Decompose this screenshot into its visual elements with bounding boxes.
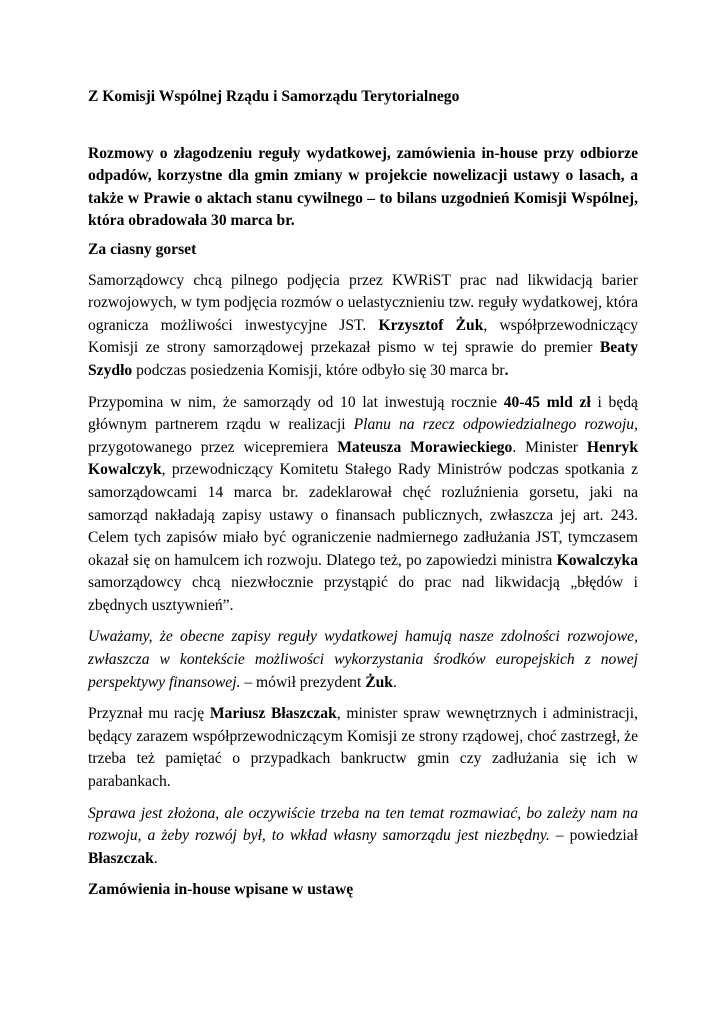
text-span: . Minister — [512, 438, 587, 456]
text-span: . — [153, 849, 158, 867]
paragraph-4 — [88, 703, 638, 793]
person-name-zuk: Żuk — [365, 673, 393, 691]
person-name-kowalczyk: Henryk Kowalczyk — [88, 438, 638, 479]
person-name-szydlo: Beaty Szydło — [88, 339, 638, 379]
section-heading-za-ciasny-gorset: Za ciasny gorset — [88, 240, 197, 258]
person-name-zuk: Krzysztof Żuk — [378, 316, 484, 334]
text-span: podczas posiedzenia Komisji, które odbyło się 30 marca br — [132, 361, 505, 379]
quote-text: Uważamy, że obecne zapisy reguły wydatkowej hamują nasze zdolności rozwojowe, zwłaszcza w kontekście możliwości wykorzystania środków europejskich z nowej perspektywy finansowej. — [88, 628, 638, 691]
text-span: Samorządowcy chcą pilnego podjęcia przez KWRiST prac nad likwidacją barier rozwojowych, w tym podjęcia rozmów o uelastycznieniu tzw. reguły wydatkowej, która ogranicza możliwości inwestycyjne JST. — [88, 271, 638, 334]
text-span: , przygotowanego przez wicepremiera — [88, 416, 638, 456]
text-span: Przypomina w nim, że samorządy od 10 lat inwestują rocznie — [88, 393, 504, 411]
plan-title: Planu na rzecz odpowiedzialnego rozwoju — [353, 416, 635, 434]
text-span: samorządowcy chcą niezwłocznie przystąpić do prac nad likwidacją „błędów i zbędnych usztywnień”. — [88, 574, 638, 614]
text-span: – powiedział — [549, 827, 638, 845]
section-heading-zamowienia-in-house: Zamówienia in-house wpisane w ustawę — [88, 881, 354, 899]
person-name-blaszczak: Mariusz Błaszczak — [209, 705, 337, 723]
text-span: , przewodniczący Komitetu Stałego Rady Ministrów podczas spotkania z samorządowcami 14 marca br. zadeklarował chęć rozluźnienia gorsetu, jaki na samorząd nakładają zapisy ustawy o finansach publicznych, zwłaszcza jej art. 243. Celem tych zapisów miało być ograniczenie nadmiernego zadłużania JST, tymczasem okazał się on hamulcem ich rozwoju. Dlatego też, po zapowiedzi ministra — [88, 461, 638, 569]
text-span: Przyznał mu rację — [88, 705, 210, 723]
paragraph-5-quote — [88, 803, 638, 871]
paragraph-2 — [88, 392, 638, 618]
person-name-blaszczak: Błaszczak — [88, 849, 154, 867]
text-span: , minister spraw wewnętrznych i administracji, będący zarazem współprzewodniczącym Komisji ze strony rządowej, choć zastrzegł, że trzeba też pamiętać o przypadkach bankructw gmin czy zadłużania się ich w parabankach. — [88, 705, 638, 791]
investment-amount: 40-45 mld zł — [503, 393, 591, 411]
paragraph-3-quote — [88, 626, 638, 694]
bold-period: . — [504, 361, 509, 379]
quote-text: Sprawa jest złożona, ale oczywiście trzeba na ten temat rozmawiać, bo zależy nam na rozwoju, a żeby rozwój był, to wkład własny samorządu jest niezbędny. — [88, 804, 638, 845]
lead-paragraph: Rozmowy o złagodzeniu reguły wydatkowej, zamówienia in-house przy odbiorze odpadów, korzystne dla gmin zmiany w projekcie nowelizacji ustawy o lasach, a także w Prawie o aktach stanu cywilnego – to bilans uzgodnień Komisji Wspólnej, która obradowała 30 marca br. — [88, 144, 638, 230]
paragraph-1 — [88, 270, 638, 383]
text-span: – mówił prezydent — [240, 673, 366, 691]
text-span: , współprzewodniczący Komisji ze strony samorządowej przekazał pismo w tej sprawie do premier — [88, 316, 639, 357]
person-name-kowalczyka: Kowalczyka — [556, 551, 638, 569]
document-title: Z Komisji Wspólnej Rządu i Samorządu Terytorialnego — [88, 88, 460, 105]
text-span: . — [392, 673, 397, 691]
person-name-morawiecki: Mateusza Morawieckiego — [337, 438, 513, 456]
text-span: i będą głównym partnerem rządu w realizacji — [88, 393, 638, 434]
